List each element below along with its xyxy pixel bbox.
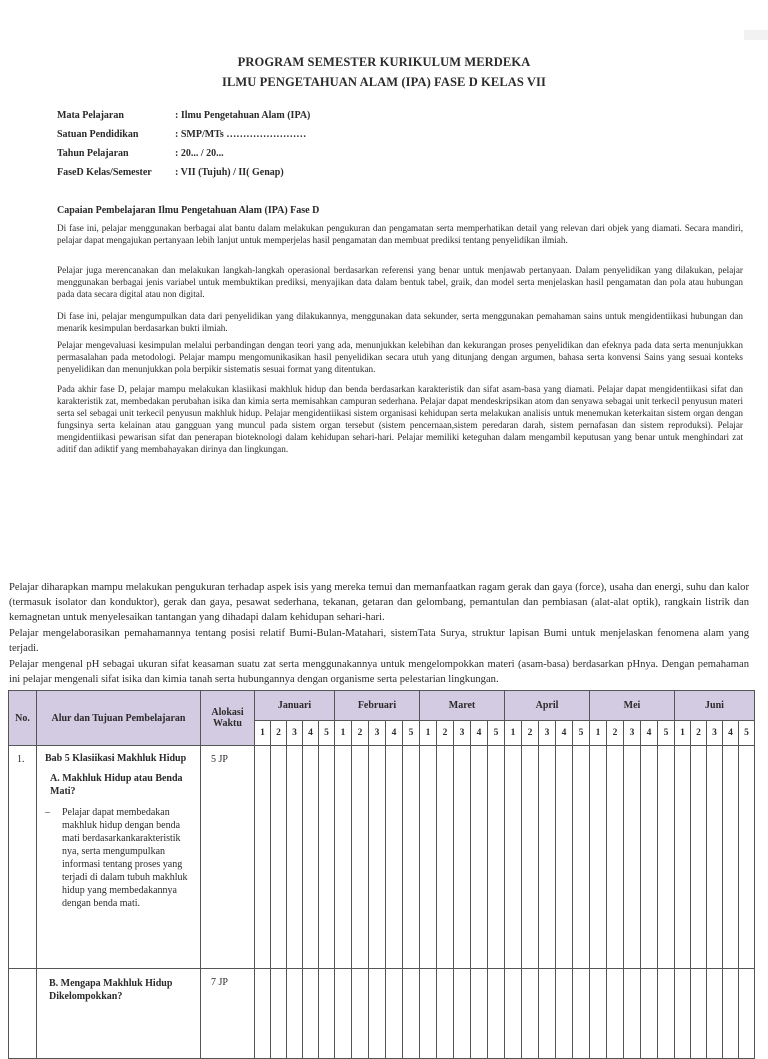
week-cell — [641, 746, 658, 969]
week-cell — [335, 969, 352, 1059]
week-number: 4 — [303, 721, 319, 746]
week-cell — [386, 746, 403, 969]
week-cell — [437, 746, 454, 969]
cp-paragraph: Di fase ini, pelajar menggunakan berbagai alat bantu dalam melakukan pengukuran dan pengamatan serta memperhatikan detail yang relevan dari objek yang diamati. Secara mandiri, pelajar dapat mengajukan pertanyaan lebih lanjut untuk memperjelas hasil pengamatan dan membuat prediksi tentang penyelidikan ilmiah. — [57, 223, 743, 245]
identity-label: Mata Pelajaran — [57, 110, 124, 121]
table-row — [9, 969, 755, 1059]
week-number: 4 — [471, 721, 488, 746]
week-cell — [369, 746, 386, 969]
week-number: 4 — [556, 721, 573, 746]
week-number: 3 — [707, 721, 723, 746]
cp-paragraph-continued: Pelajar mengelaborasikan pemahamannya tentang posisi relatif Bumi-Bulan-Matahari, sistemTata Surya, struktur lapisan Bumi untuk menjelaskan fenomena alam yang terjadi. — [9, 628, 749, 654]
alokasi-value: 5 JP — [201, 746, 255, 969]
cp-paragraph: Pada akhir fase D, pelajar mampu melakukan klasiikasi makhluk hidup dan benda berdasarkan karakteristik dan sifat asam-basa yang diamati. Pelajar dapat mengidentiikasi sifat dan karakteristik zat, membedakan perubahan isika dan kimia serta memisahkan campuran sederhana. Pelajar dapat mendeskripsikan atom dan senyawa sebagai unit terkecil penyusun materi serta sel sebagai unit terkecil penyusun makhluk hidup. Pelajar mengidentiikasi sistem organisasi kehidupan serta melakukan analisis untuk menemukan keterkaitan sistem organ dengan fungsinya serta kelainan atau gangguan yang muncul pada sistem organ tersebut (sistem pencernaan,sistem peredaran darah, sistem pernafasan dan sistem reproduksi). Pelajar mengidentiikasi pewarisan sifat dan penerapan bioteknologi dalam kehidupan sehari-hari. Pelajar memiliki keteguhan dalam mengambil keputusan yang benar untuk menghindari zat aditif dan adiktif yang membahayakan dirinya dan lingkungan. — [57, 384, 743, 454]
week-cell — [624, 746, 641, 969]
alur-cell — [37, 746, 201, 969]
week-cell — [437, 969, 454, 1059]
week-cell — [335, 746, 352, 969]
week-number: 5 — [319, 721, 335, 746]
col-header-no: No. — [9, 691, 37, 746]
week-number: 5 — [403, 721, 420, 746]
week-cell — [556, 746, 573, 969]
week-number: 3 — [287, 721, 303, 746]
week-number: 2 — [352, 721, 369, 746]
week-cell — [488, 746, 505, 969]
week-cell — [505, 746, 522, 969]
week-cell — [707, 969, 723, 1059]
week-cell — [319, 746, 335, 969]
week-cell — [255, 746, 271, 969]
week-number: 4 — [386, 721, 403, 746]
week-number: 5 — [573, 721, 590, 746]
program-semester-table — [8, 690, 755, 1059]
week-cell — [607, 969, 624, 1059]
week-cell — [287, 969, 303, 1059]
week-cell — [505, 969, 522, 1059]
identity-row — [57, 110, 310, 129]
doc-title-line-2: ILMU PENGETAHUAN ALAM (IPA) FASE D KELAS VII — [222, 75, 546, 89]
week-number: 1 — [335, 721, 352, 746]
week-number: 5 — [658, 721, 675, 746]
month-header: April — [505, 691, 590, 721]
week-cell — [707, 746, 723, 969]
week-number: 2 — [691, 721, 707, 746]
identity-row — [57, 167, 310, 186]
col-header-alur: Alur dan Tujuan Pembelajaran — [37, 691, 201, 746]
week-cell — [352, 746, 369, 969]
week-number: 1 — [590, 721, 607, 746]
week-cell — [271, 746, 287, 969]
week-number: 3 — [454, 721, 471, 746]
row-number — [9, 969, 37, 1059]
week-cell — [488, 969, 505, 1059]
page-corner-mark — [744, 30, 768, 40]
cp-paragraph: Pelajar juga merencanakan dan melakukan langkah-langkah operasional berdasarkan referensi yang benar untuk menjawab pertanyaan. Dalam penyelidikan yang dilakukan, pelajar menggunakan berbagai jenis variabel untuk membuktikan prediksi, menyajikan data dalam bentuk tabel, graik, dan model serta menjelaskan hasil pengamatan dan pola atau hubungan pada data secara digital atau non digital. — [57, 265, 743, 299]
week-number: 4 — [723, 721, 739, 746]
week-cell — [287, 746, 303, 969]
month-header: Februari — [335, 691, 420, 721]
week-number: 3 — [624, 721, 641, 746]
week-cell — [352, 969, 369, 1059]
week-number: 2 — [522, 721, 539, 746]
week-cell — [255, 969, 271, 1059]
objective-item — [45, 806, 194, 910]
week-cell — [739, 969, 755, 1059]
row-number: 1. — [9, 746, 37, 969]
identity-value: : VII (Tujuh) / II( Genap) — [175, 167, 284, 178]
week-cell — [641, 969, 658, 1059]
week-cell — [303, 969, 319, 1059]
week-number: 3 — [539, 721, 556, 746]
week-number: 1 — [675, 721, 691, 746]
week-cell — [573, 746, 590, 969]
week-cell — [556, 969, 573, 1059]
week-cell — [271, 969, 287, 1059]
week-cell — [403, 969, 420, 1059]
identity-label: Satuan Pendidikan — [57, 129, 139, 140]
chapter-title: Bab 5 Klasiikasi Makhluk Hidup — [45, 753, 187, 764]
week-number: 2 — [271, 721, 287, 746]
identity-value: : Ilmu Pengetahuan Alam (IPA) — [175, 110, 311, 121]
week-number: 3 — [369, 721, 386, 746]
identity-row — [57, 148, 310, 167]
cp-paragraph: Di fase ini, pelajar mengumpulkan data dari penyelidikan yang dilakukannya, menggunakan data sekunder, serta menggunakan pemahaman sains untuk mengidentiikasi hubungan dan menarik kesimpulan berdasarkan bukti ilmiah. — [57, 311, 743, 333]
table-row — [9, 746, 755, 969]
week-cell — [739, 746, 755, 969]
week-cell — [454, 969, 471, 1059]
week-number: 2 — [437, 721, 454, 746]
week-cell — [386, 969, 403, 1059]
subtopic-title: B. Mengapa Makhluk Hidup Dikelompokkan? — [49, 978, 173, 1002]
week-cell — [403, 746, 420, 969]
week-cell — [420, 969, 437, 1059]
cp-paragraph: Pelajar mengevaluasi kesimpulan melalui perbandingan dengan teori yang ada, menunjukkan kelebihan dan kekurangan proses penyelidikan dan efeknya pada data serta menunjukkan permasalahan pada metodologi. Pelajar mampu mengomunikasikan hasil penyelidikan secara utuh yang ditunjang dengan argumen, bahasa serta konvensi Sains yang sesuai konteks penyelidikan dan menunjukkan pola berpikir sistematis sesuai format yang ditentukan. — [57, 340, 743, 374]
week-number: 5 — [488, 721, 505, 746]
alokasi-value: 7 JP — [201, 969, 255, 1059]
week-cell — [539, 746, 556, 969]
month-header: Januari — [255, 691, 335, 721]
week-cell — [573, 969, 590, 1059]
week-cell — [522, 746, 539, 969]
cp-section-title: Capaian Pembelajaran Ilmu Pengetahuan Alam (IPA) Fase D — [57, 205, 320, 216]
alur-cell — [37, 969, 201, 1059]
week-cell — [658, 969, 675, 1059]
week-number: 5 — [739, 721, 755, 746]
week-cell — [590, 969, 607, 1059]
identity-label: Tahun Pelajaran — [57, 148, 129, 159]
identity-label: FaseD Kelas/Semester — [57, 167, 152, 178]
week-cell — [723, 746, 739, 969]
week-cell — [369, 969, 386, 1059]
dash-bullet-icon: – — [45, 807, 50, 818]
week-number: 2 — [607, 721, 624, 746]
week-cell — [522, 969, 539, 1059]
cp-paragraph-continued: Pelajar diharapkan mampu melakukan pengukuran terhadap aspek isis yang mereka temui dan memanfaatkan ragam gerak dan gaya (force), usaha dan energi, suhu dan kalor (termasuk isolator dan konduktor), gerak dan gaya, pesawat sederhana, tekanan, getaran dan gelombang, pemantulan dan pembiasan (alat-alat optik), rangkain listrik dan kemagnetan untuk menyelesaikan tantangan yang dihadapi dalam kehidupan sehari-hari. — [9, 582, 749, 623]
week-cell — [723, 969, 739, 1059]
program-semester-table-wrap — [8, 690, 755, 1059]
col-header-alokasi: Alokasi Waktu — [201, 691, 255, 746]
cp-paragraph-continued: Pelajar mengenal pH sebagai ukuran sifat keasaman suatu zat serta menggunakannya untuk mengelompokkan materi (asam-basa) berdasarkan pHnya. Dengan pemahaman ini pelajar mengenali sifat isika dan kimia tanah serta hubungannya dengan organisme serta pelestarian lingkungan. — [9, 659, 749, 685]
doc-title-line-1: PROGRAM SEMESTER KURIKULUM MERDEKA — [237, 55, 531, 69]
week-cell — [471, 969, 488, 1059]
week-cell — [675, 969, 691, 1059]
identity-row — [57, 129, 310, 148]
page-break — [0, 510, 768, 570]
week-number: 1 — [420, 721, 437, 746]
week-number: 4 — [641, 721, 658, 746]
identity-block — [57, 110, 310, 186]
identity-value: : SMP/MTs …………………… — [175, 129, 307, 140]
week-cell — [675, 746, 691, 969]
subtopic-title: A. Makhluk Hidup atau Benda Mati? — [50, 773, 183, 797]
week-cell — [691, 746, 707, 969]
week-number: 1 — [505, 721, 522, 746]
week-cell — [658, 746, 675, 969]
month-header: Maret — [420, 691, 505, 721]
month-header: Juni — [675, 691, 755, 721]
week-cell — [420, 746, 437, 969]
identity-value: : 20... / 20... — [175, 148, 224, 159]
month-header: Mei — [590, 691, 675, 721]
week-cell — [539, 969, 556, 1059]
week-cell — [319, 969, 335, 1059]
week-cell — [590, 746, 607, 969]
week-cell — [471, 746, 488, 969]
week-cell — [454, 746, 471, 969]
week-cell — [624, 969, 641, 1059]
week-cell — [607, 746, 624, 969]
week-cell — [303, 746, 319, 969]
week-number: 1 — [255, 721, 271, 746]
week-cell — [691, 969, 707, 1059]
objective-text: Pelajar dapat membedakan makhluk hidup dengan benda mati berdasarkankarakteristik nya, serta mengumpulkan informasi tentang proses yang terjadi di dalam tubuh makhluk hidup yang membedakannya dengan benda mati. — [62, 807, 188, 909]
